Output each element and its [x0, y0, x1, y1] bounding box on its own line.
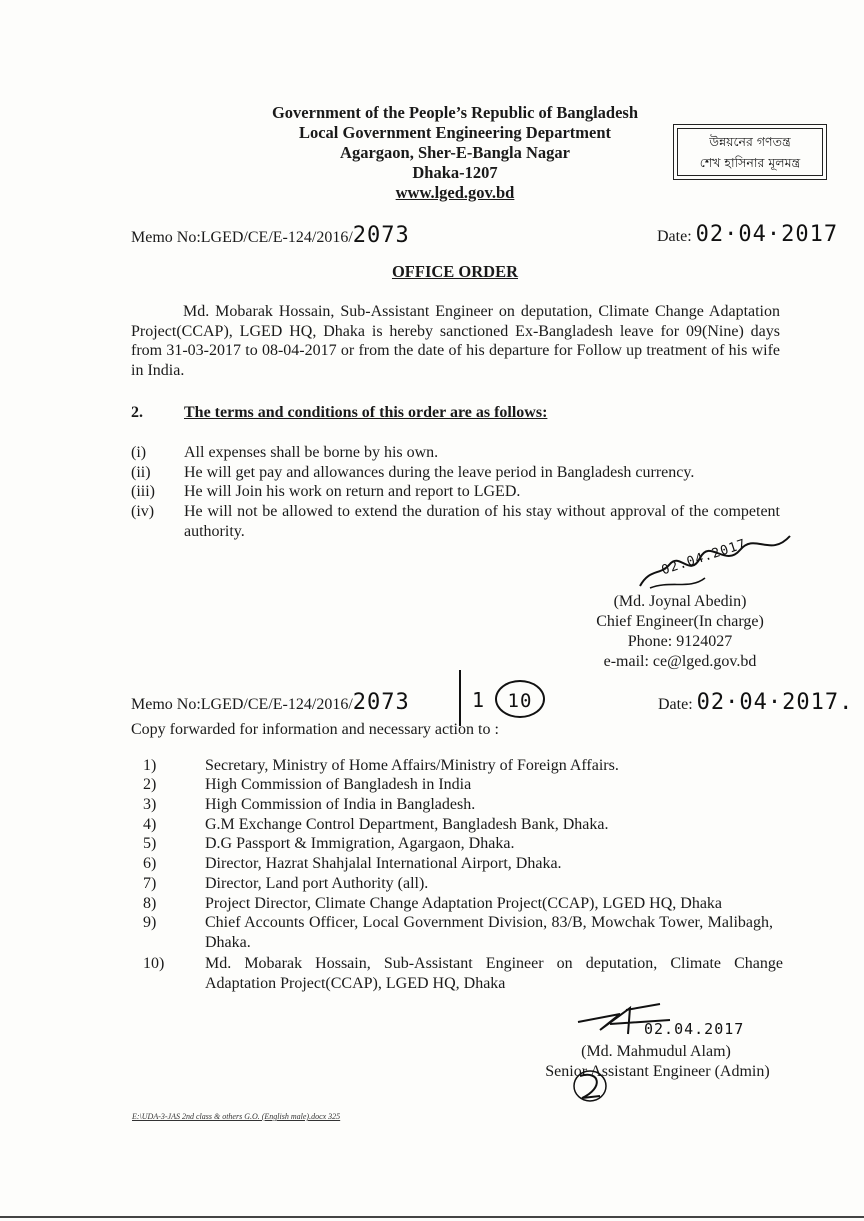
signatory-2-name: (Md. Mahmudul Alam)	[581, 1043, 731, 1060]
signatory-1-designation: Chief Engineer(In charge)	[596, 613, 764, 630]
initial-mark	[570, 1068, 610, 1104]
header-city: Dhaka-1207	[412, 163, 498, 182]
signatory-1-phone: Phone: 9124027	[627, 633, 733, 650]
signatory-1-name: (Md. Joynal Abedin)	[613, 593, 747, 610]
list-item: 1) Secretary, Ministry of Home Affairs/Ministry of Foreign Affairs.	[143, 757, 619, 774]
term-item: (iii) He will Join his work on return and report to LGED.	[131, 483, 521, 500]
term-item: (i) All expenses shall be borne by his own.	[131, 444, 439, 461]
memo-date-2-handwritten: 02·04·2017.	[696, 690, 854, 715]
list-item: 5) D.G Passport & Immigration, Agargaon, Dhaka.	[143, 835, 515, 852]
memo-count-circle: 10	[495, 680, 545, 718]
header-department: Local Government Engineering Department	[298, 123, 612, 142]
scan-edge-line	[0, 1216, 864, 1218]
motto-box	[673, 124, 827, 180]
memo-number-2-handwritten: 2073	[352, 690, 410, 715]
memo-date-1: Date: 02·04·2017	[657, 222, 839, 247]
term-item: (ii) He will get pay and allowances during the leave period in Bangladesh currency.	[131, 464, 695, 481]
list-item: 10) Md. Mobarak Hossain, Sub-Assistant Engineer on deputation, Climate Change Adaptation Project(CCAP), LGED HQ, Dhaka	[143, 955, 783, 992]
file-path-footer: E:\UDA-3-JAS 2nd class & others G.O. (English male).docx 325	[132, 1112, 341, 1121]
signature-2-date: 02.04.2017	[644, 1020, 745, 1038]
header-address: Agargaon, Sher-E-Bangla Nagar	[340, 143, 570, 162]
memo-suffix-handwritten: 1	[472, 688, 486, 712]
memo-date-2: Date: 02·04·2017.	[658, 690, 854, 715]
signatory-2-designation: Senior Assistant Engineer (Admin)	[545, 1063, 770, 1080]
list-item: 2) High Commission of Bangladesh in India	[143, 776, 472, 793]
memo-divider-stroke	[459, 670, 461, 726]
list-item: 7) Director, Land port Authority (all).	[143, 875, 429, 892]
header-government: Government of the People’s Republic of Bangladesh	[271, 103, 639, 122]
order-body: Md. Mobarak Hossain, Sub-Assistant Engineer on deputation, Climate Change Adaptation Project(CCAP), LGED HQ, Dhaka is hereby sanctioned Ex-Bangladesh leave for 09(Nine) days from 31-03-2017 to 08-04-2017 or from the date of his departure for Follow up treatment of his wife in India.	[131, 303, 780, 379]
list-item: 3) High Commission of India in Bangladesh.	[143, 796, 476, 813]
office-order-title: OFFICE ORDER	[391, 262, 519, 281]
motto-line-1: উন্নয়নের গণতন্ত্র	[709, 134, 791, 149]
signature-1-date: 02.04.2017	[659, 536, 749, 579]
list-item: 6) Director, Hazrat Shahjalal International Airport, Dhaka.	[143, 855, 562, 872]
copy-intro: Copy forwarded for information and necessary action to :	[131, 721, 499, 738]
header-website[interactable]: www.lged.gov.bd	[395, 183, 515, 202]
list-item: 4) G.M Exchange Control Department, Bangladesh Bank, Dhaka.	[143, 816, 609, 833]
list-item: 9) Chief Accounts Officer, Local Government Division, 83/B, Mowchak Tower, Malibagh, Dhaka.	[143, 914, 773, 951]
memo-number-handwritten: 2073	[352, 223, 410, 248]
motto-line-2: শেখ হাসিনার মূলমন্ত্র	[699, 155, 801, 170]
signatory-1-email[interactable]: e-mail: ce@lged.gov.bd	[603, 653, 757, 670]
memo-date-handwritten: 02·04·2017	[695, 222, 839, 247]
term-item: (iv) He will not be allowed to extend the duration of his stay without approval of the competent authority.	[131, 503, 780, 540]
memo-number-1: Memo No:LGED/CE/E-124/2016/2073	[131, 223, 410, 248]
list-item: 8) Project Director, Climate Change Adaptation Project(CCAP), LGED HQ, Dhaka	[143, 895, 723, 912]
memo-number-2: Memo No:LGED/CE/E-124/2016/2073	[131, 690, 410, 715]
